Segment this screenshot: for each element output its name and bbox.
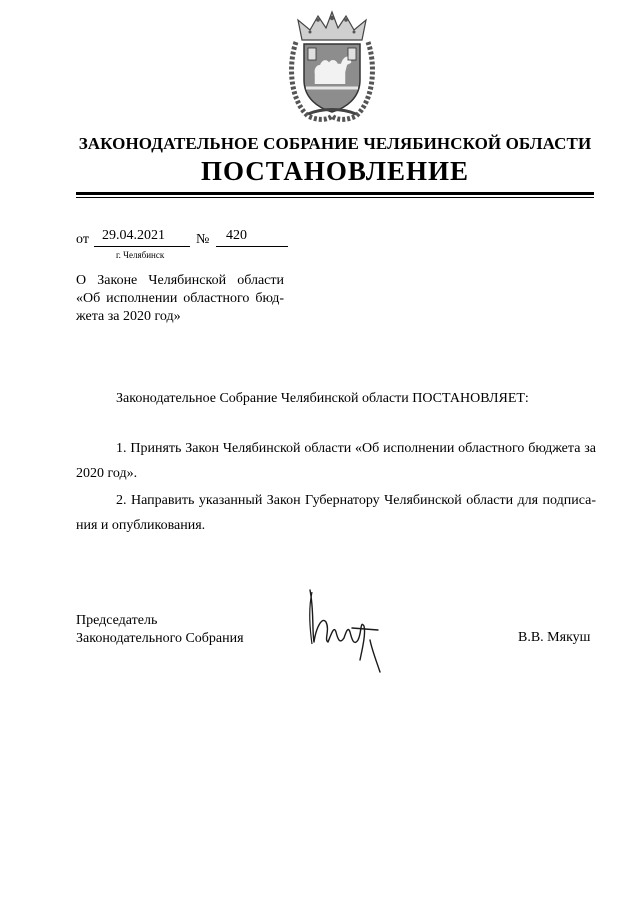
resolves-statement: Законодательное Собрание Челябинской области ПОСТАНОВЛЯЕТ:: [116, 391, 529, 406]
handwritten-signature-icon: [300, 580, 400, 680]
subject-line: жета за 2020 год»: [76, 309, 181, 324]
number-value: 420: [226, 228, 247, 243]
subject-line: «Об исполнении областного бюд-: [76, 291, 284, 306]
header-rule-thick: [76, 192, 594, 195]
signatory-name: В.В. Мякуш: [518, 630, 591, 645]
date-value: 29.04.2021: [102, 228, 165, 243]
number-underline: [216, 246, 288, 247]
number-label: №: [196, 232, 210, 247]
item-1-line-1: 1. Принять Закон Челябинской области «Об исполнении областного бюджета за: [116, 441, 596, 456]
subject-line: О Законе Челябинской области: [76, 273, 284, 288]
item-2-line-2: ния и опубликования.: [76, 518, 206, 533]
city-label: г. Челябинск: [116, 250, 165, 260]
document-type-title: ПОСТАНОВЛЕНИЕ: [200, 156, 470, 186]
item-2-line-1: 2. Направить указанный Закон Губернатору Челябинской области для подписа-: [116, 493, 596, 508]
position-line: Законодательного Собрания: [76, 631, 244, 646]
item-1-line-2: 2020 год».: [76, 466, 138, 481]
signatory-position: [76, 612, 244, 648]
chelyabinsk-coat-of-arms-icon: [288, 10, 376, 122]
date-label: от: [76, 232, 89, 247]
date-underline: [94, 246, 190, 247]
header-rule-thin: [76, 197, 594, 198]
position-line: Председатель: [76, 613, 158, 628]
organization-name: ЗАКОНОДАТЕЛЬНОЕ СОБРАНИЕ ЧЕЛЯБИНСКОЙ ОБЛАСТИ: [78, 134, 592, 153]
document-subject: [76, 272, 284, 326]
